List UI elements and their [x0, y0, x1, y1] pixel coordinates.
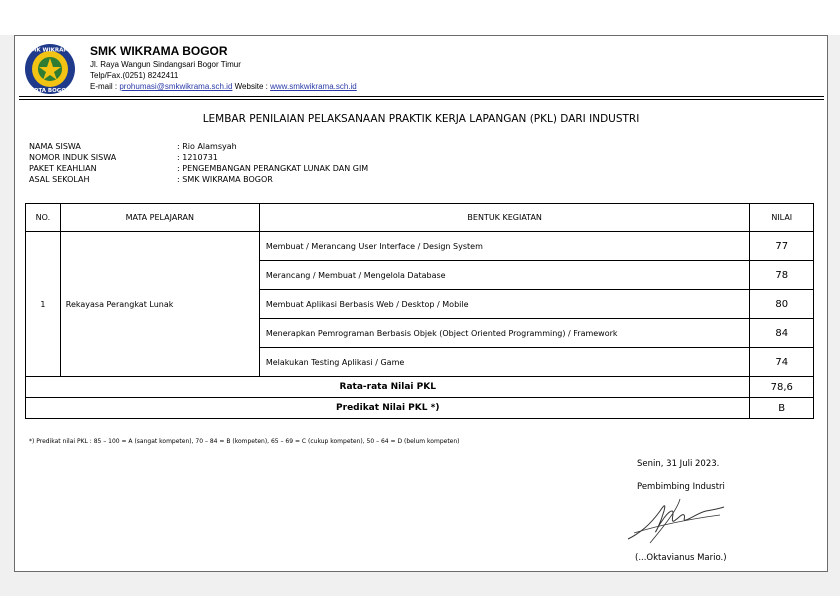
school-name: SMK WIKRAMA BOGOR [90, 44, 228, 58]
row-number: 1 [26, 232, 61, 377]
student-nis: : 1210731 [177, 153, 218, 162]
student-paket-label: PAKET KEAHLIAN [29, 164, 97, 173]
school-telp: Telp/Fax.(0251) 8242411 [90, 71, 179, 80]
logo-top-text: SMK WIKRAMA [26, 47, 74, 54]
header-divider [19, 96, 824, 97]
student-asal: : SMK WIKRAMA BOGOR [177, 175, 273, 184]
student-name-label: NAMA SISWA [29, 142, 81, 151]
activity-score: 80 [750, 290, 814, 319]
document-title: LEMBAR PENILAIAN PELAKSANAAN PRAKTIK KERJA LAPANGAN (PKL) DARI INDUSTRI [202, 113, 640, 125]
table-row [26, 232, 814, 261]
top-margin [0, 0, 840, 35]
signature-name: (...Oktavianus Mario.) [635, 553, 727, 563]
activity-score: 77 [750, 232, 814, 261]
signature-image-icon [620, 489, 730, 549]
predikat-row [26, 398, 814, 419]
table-header-row [26, 204, 814, 232]
website-label: Website : [234, 82, 268, 91]
signature-role: Pembimbing Industri [637, 482, 725, 492]
student-nis-label: NOMOR INDUK SISWA [29, 153, 117, 162]
predikat-footnote: *) Predikat nilai PKL : 85 – 100 = A (sangat kompeten), 70 – 84 = B (kompeten), 65 – 69 = C (cukup kompeten), 50 – 64 = D (belum kompeten) [29, 438, 460, 445]
average-value: 78,6 [750, 377, 814, 398]
website-link[interactable]: www.smkwikrama.sch.id [270, 82, 357, 91]
email-link[interactable]: prohumasi@smkwikrama.sch.id [119, 82, 233, 91]
average-label: Rata-rata Nilai PKL [26, 377, 750, 398]
header-mata-pelajaran: MATA PELAJARAN [60, 204, 259, 232]
activity-text: Menerapkan Pemrograman Berbasis Objek (Object Oriented Programming) / Framework [259, 319, 750, 348]
signature-date: Senin, 31 Juli 2023. [637, 459, 720, 469]
logo-bottom-text: KOTA BOGOR [29, 88, 71, 94]
activity-score: 74 [750, 348, 814, 377]
document-page [14, 35, 828, 572]
student-paket: : PENGEMBANGAN PERANGKAT LUNAK DAN GIM [177, 164, 369, 173]
activity-text: Melakukan Testing Aplikasi / Game [259, 348, 750, 377]
activity-text: Merancang / Membuat / Mengelola Database [259, 261, 750, 290]
student-name: : Rio Alamsyah [177, 142, 237, 151]
activity-text: Membuat / Merancang User Interface / Design System [259, 232, 750, 261]
school-address: Jl. Raya Wangun Sindangsari Bogor Timur [90, 60, 241, 69]
header-nilai: NILAI [750, 204, 814, 232]
school-logo-icon [23, 42, 77, 96]
header-divider-2 [19, 99, 824, 100]
score-table [25, 203, 814, 419]
activity-score: 78 [750, 261, 814, 290]
header-no: NO. [26, 204, 61, 232]
predikat-value: B [750, 398, 814, 419]
student-asal-label: ASAL SEKOLAH [29, 175, 90, 184]
activity-text: Membuat Aplikasi Berbasis Web / Desktop / Mobile [259, 290, 750, 319]
email-label: E-mail : [90, 82, 118, 91]
subject-name: Rekayasa Perangkat Lunak [60, 232, 259, 377]
activity-score: 84 [750, 319, 814, 348]
school-contact [90, 82, 357, 91]
predikat-label: Predikat Nilai PKL *) [26, 398, 750, 419]
header-bentuk-kegiatan: BENTUK KEGIATAN [259, 204, 750, 232]
average-row [26, 377, 814, 398]
